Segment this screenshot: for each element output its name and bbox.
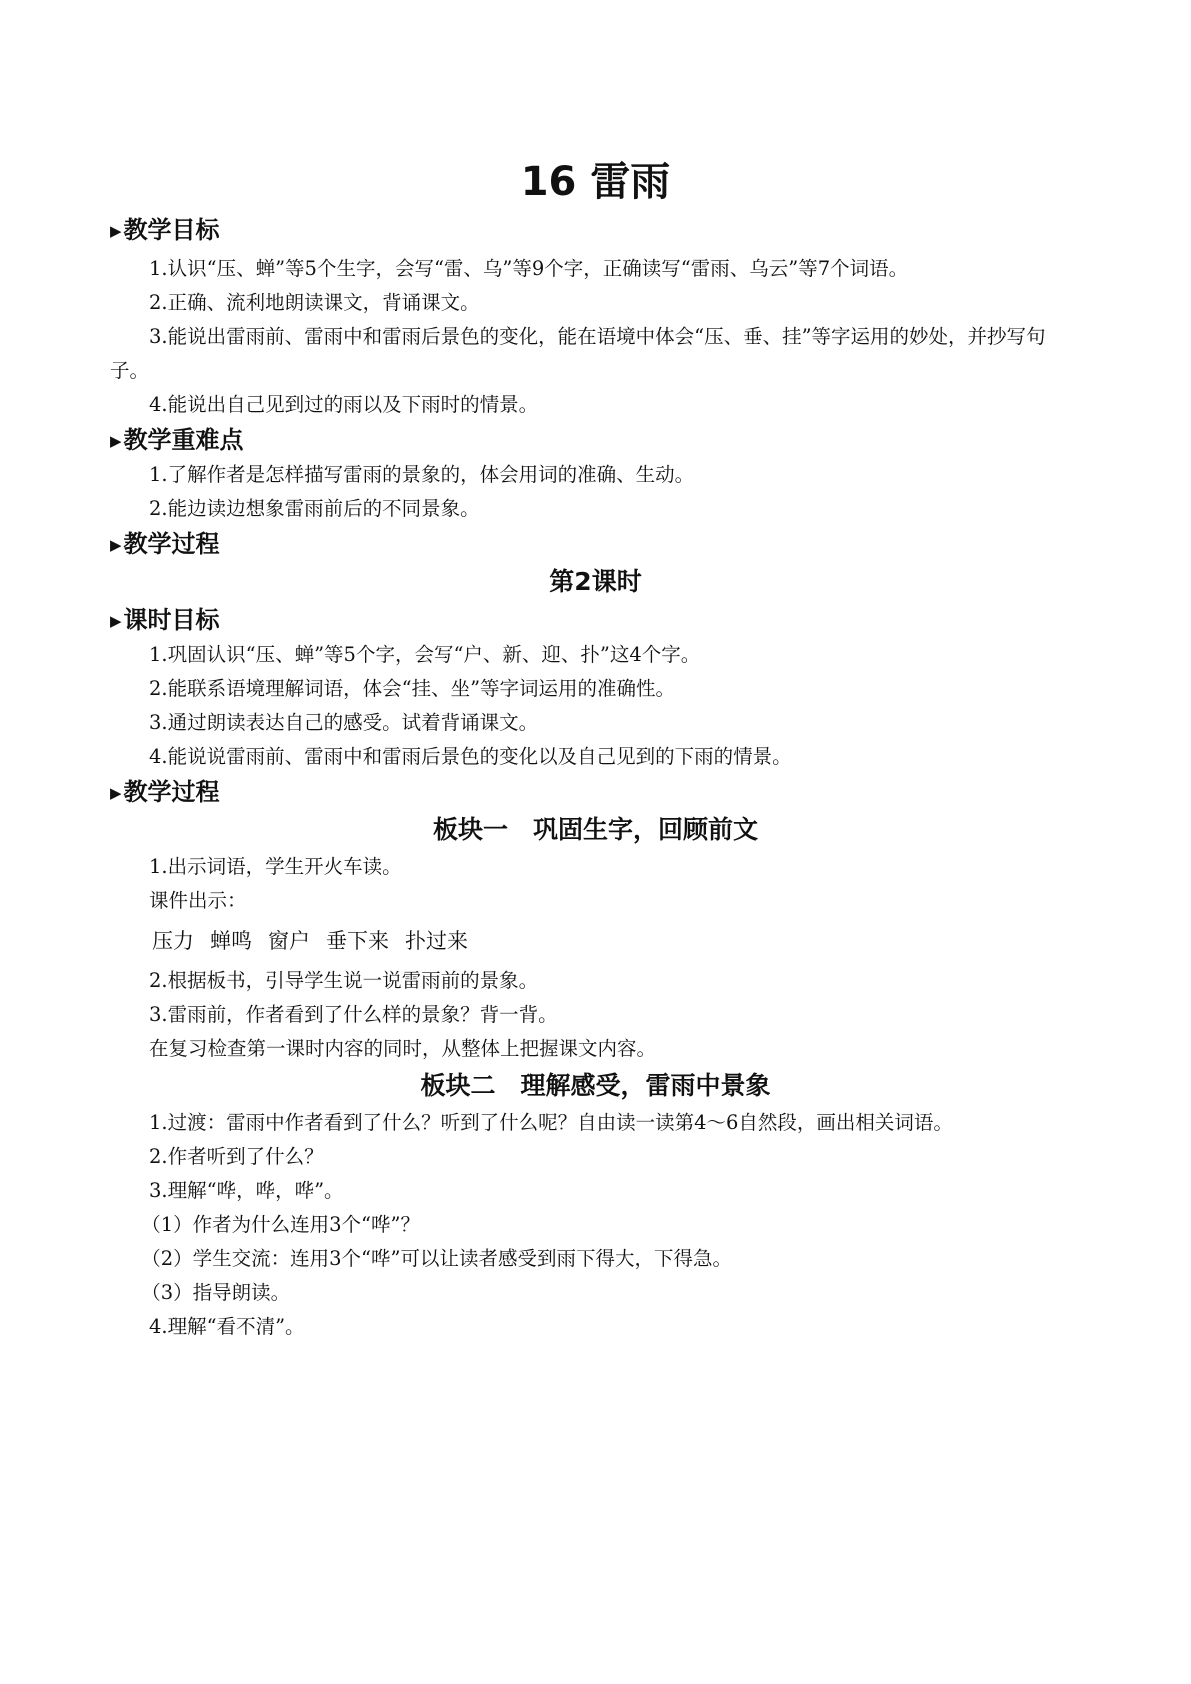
triangle-bullet-icon: ▶ bbox=[110, 612, 122, 630]
heading-text: 教学过程 bbox=[123, 530, 220, 558]
triangle-bullet-icon: ▶ bbox=[110, 784, 122, 802]
lesson-goal-3: 3.通过朗读表达自己的感受。试着背诵课文。 bbox=[149, 711, 539, 734]
word-item: 垂下来 bbox=[326, 929, 389, 953]
key-point-2: 2.能边读边想象雷雨前后的不同景象。 bbox=[149, 497, 480, 520]
block2-paragraph-7: 4.理解“看不清”。 bbox=[149, 1315, 305, 1338]
lesson-goal-2: 2.能联系语境理解词语，体会“挂、坐”等字词运用的准确性。 bbox=[149, 677, 676, 700]
word-item: 窗户 bbox=[268, 929, 310, 953]
word-item: 压力 bbox=[152, 929, 194, 953]
triangle-bullet-icon: ▶ bbox=[110, 536, 122, 554]
section-heading-process-1 bbox=[110, 526, 1081, 562]
block2-paragraph-3: 3.理解“哗，哗，哗”。 bbox=[149, 1179, 344, 1202]
heading-text: 教学过程 bbox=[123, 778, 220, 806]
word-item: 蝉鸣 bbox=[210, 929, 252, 953]
section-heading-key-points bbox=[110, 422, 1081, 458]
heading-text: 教学重难点 bbox=[123, 426, 244, 454]
word-item: 扑过来 bbox=[405, 929, 468, 953]
block2-paragraph-5: （2）学生交流：连用3个“哗”可以让读者感受到雨下得大，下得急。 bbox=[141, 1247, 732, 1270]
section-heading-process-2 bbox=[110, 774, 1081, 810]
section-heading-goals bbox=[110, 212, 1081, 248]
heading-text: 教学目标 bbox=[123, 216, 220, 244]
block1-paragraph-5: 在复习检查第一课时内容的同时，从整体上把握课文内容。 bbox=[149, 1037, 657, 1060]
block2-paragraph-4: （1）作者为什么连用3个“哗”？ bbox=[141, 1213, 420, 1236]
lesson-title: 第2课时 bbox=[549, 567, 642, 596]
goal-item-4: 4.能说出自己见到过的雨以及下雨时的情景。 bbox=[149, 393, 539, 416]
goal-item-2: 2.正确、流利地朗读课文，背诵课文。 bbox=[149, 291, 480, 314]
word-list bbox=[110, 918, 1081, 964]
block2-title: 板块二 理解感受，雷雨中景象 bbox=[420, 1071, 771, 1100]
block1-paragraph-2: 课件出示： bbox=[149, 889, 247, 912]
heading-text: 课时目标 bbox=[123, 606, 220, 634]
key-point-1: 1.了解作者是怎样描写雷雨的景象的，体会用词的准确、生动。 bbox=[149, 463, 695, 486]
block1-title: 板块一 巩固生字，回顾前文 bbox=[432, 815, 758, 844]
block2-paragraph-6: （3）指导朗读。 bbox=[141, 1281, 291, 1304]
lesson-goal-1: 1.巩固认识“压、蝉”等5个字，会写“户、新、迎、扑”这4个字。 bbox=[149, 643, 701, 666]
block1-paragraph-1: 1.出示词语，学生开火车读。 bbox=[149, 855, 402, 878]
triangle-bullet-icon: ▶ bbox=[110, 222, 122, 240]
goal-item-1: 1.认识“压、蝉”等5个生字，会写“雷、乌”等9个字，正确读写“雷雨、乌云”等7个词语。 bbox=[149, 257, 909, 280]
triangle-bullet-icon: ▶ bbox=[110, 432, 122, 450]
block1-paragraph-4: 3.雷雨前，作者看到了什么样的景象？背一背。 bbox=[149, 1003, 558, 1026]
lesson-goal-4: 4.能说说雷雨前、雷雨中和雷雨后景色的变化以及自己见到的下雨的情景。 bbox=[149, 745, 792, 768]
document-title: 16 雷雨 bbox=[520, 159, 671, 205]
goal-item-3: 3.能说出雷雨前、雷雨中和雷雨后景色的变化，能在语境中体会“压、垂、挂”等字运用的妙处，并抄写句子。 bbox=[110, 325, 1046, 382]
block2-paragraph-2: 2.作者听到了什么？ bbox=[149, 1145, 324, 1168]
section-heading-lesson-goals bbox=[110, 602, 1081, 638]
block1-paragraph-3: 2.根据板书，引导学生说一说雷雨前的景象。 bbox=[149, 969, 539, 992]
block2-paragraph-1: 1.过渡：雷雨中作者看到了什么？听到了什么呢？自由读一读第4～6自然段，画出相关词语。 bbox=[149, 1111, 953, 1134]
